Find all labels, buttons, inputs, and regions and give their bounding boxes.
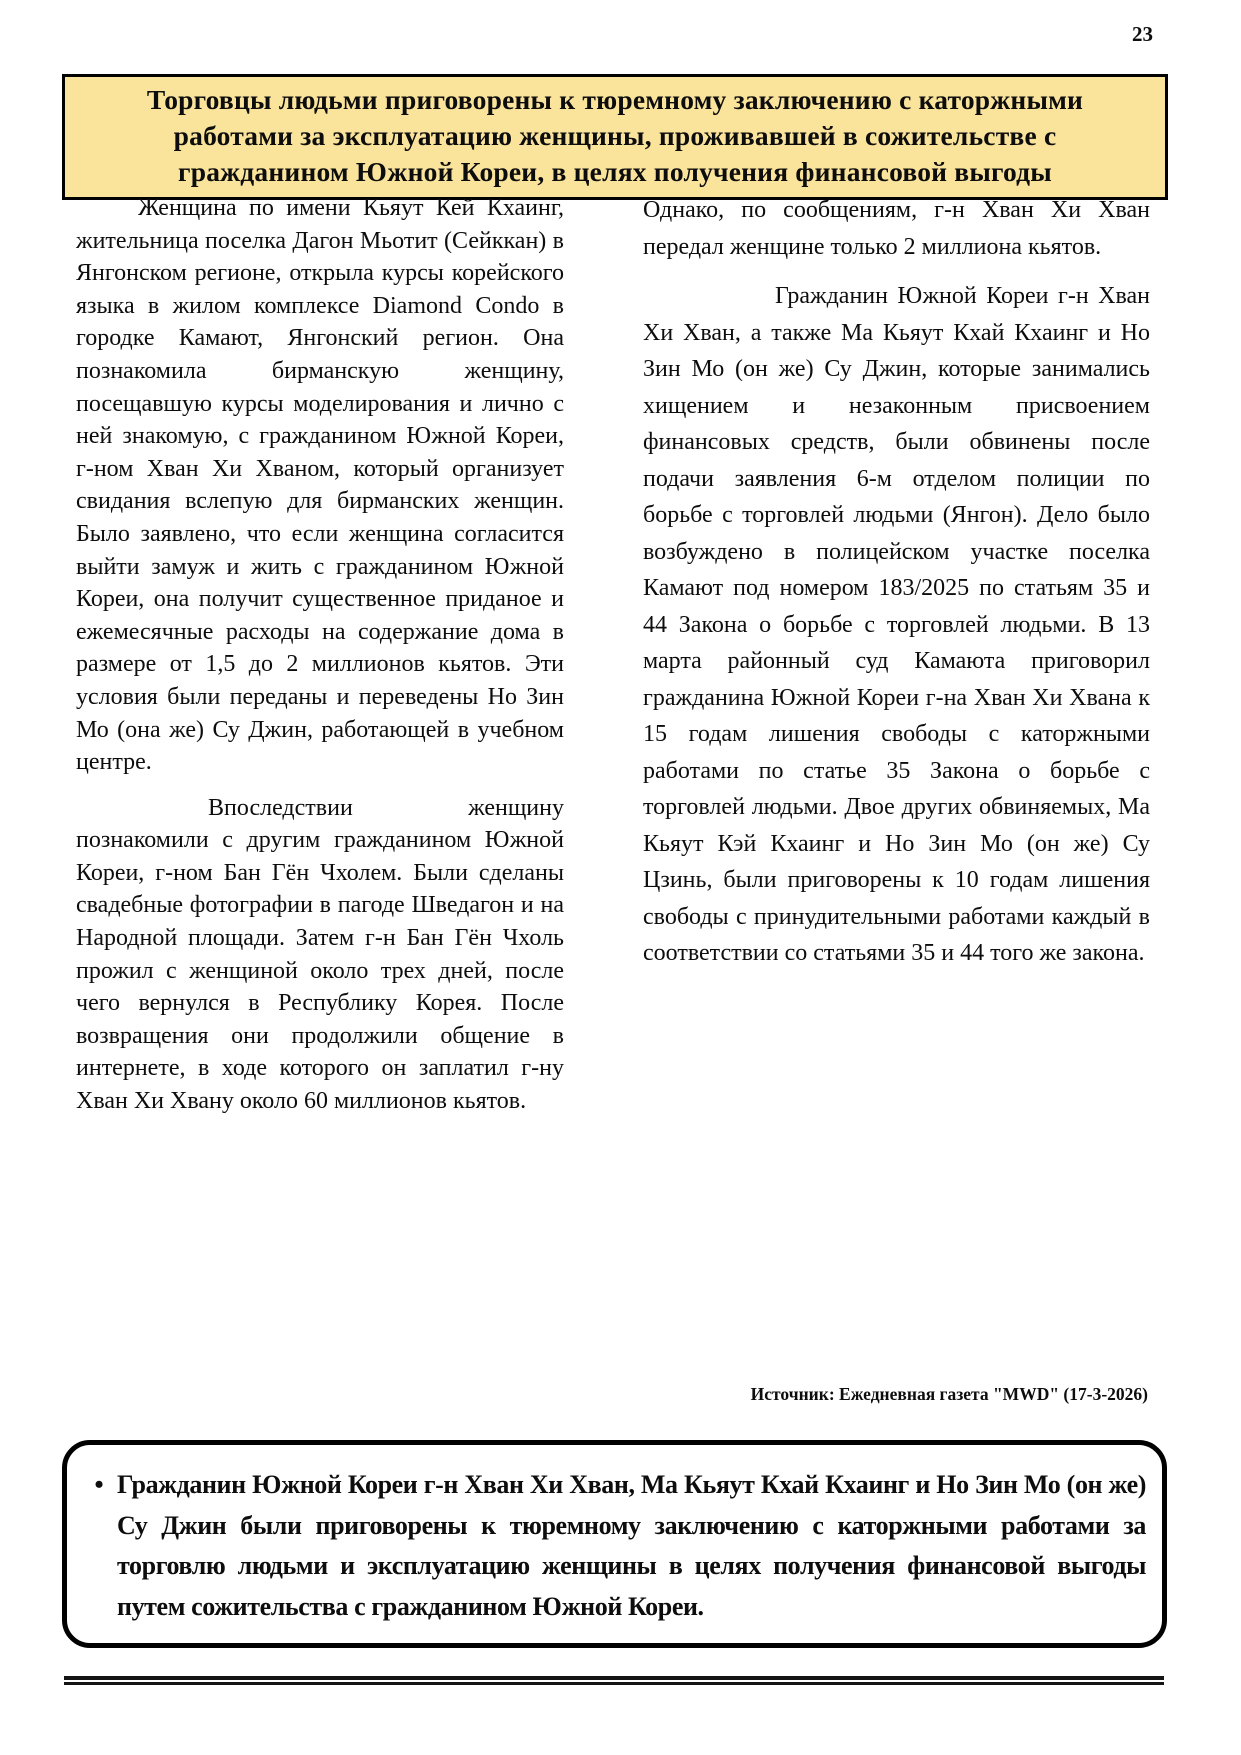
left-column-paragraph-1: Женщина по имени Кьяут Кей Кхаинг, жительница поселка Дагон Мьотит (Сейккан) в Янгонском регионе, открыла курсы корейского языка в жилом комплексе Diamond Condo в городке Камают, Янгонский регион. Она познакомила бирманскую женщину, посещавшую курсы моделирования и лично с ней знакомую, с гражданином Южной Кореи, г-ном Хван Хи Хваном, который организует свидания вслепую для бирманских женщин. Было заявлено, что если женщина согласится выйти замуж и жить с гражданином Южной Кореи, она получит существенное приданое и ежемесячные расходы на содержание дома в размере от 1,5 до 2 миллионов кьятов. Эти условия были переданы и переведены Но Зин Мо (она же) Су Джин, работающей в учебном центре.	[76, 195, 564, 776]
bottom-double-rule	[64, 1676, 1164, 1685]
right-column-paragraph-2: Гражданин Южной Кореи г-н Хван Хи Хван, а также Ма Кьяут Кхай Кхаинг и Но Зин Мо (он же) Су Джин, которые занимались хищением и незаконным присвоением финансовых средств, были обвинены после подачи заявления 6-м отделом полиции по борьбе с торговлей людьми (Янгон). Дело было возбуждено в полицейском участке поселка Камают под номером 183/2025 по статьям 35 и 44 Закона о борьбе с торговлей людьми. В 13 марта районный суд Камаюта приговорил гражданина Южной Кореи г-на Хван Хи Хвана к 15 годам лишения свободы с каторжными работами по статье 35 Закона о борьбе с торговлей людьми. Двое других обвиняемых, Ма Кьяут Кэй Кхаинг и Но Зин Мо (он же) Су Цзинь, были приговорены к 10 годам лишения свободы с принудительными работами каждый в соответствии со статьями 35 и 44 того же закона.	[643, 283, 1150, 966]
bullet-icon: •	[94, 1470, 104, 1499]
right-column-paragraph-1: Однако, по сообщениям, г-н Хван Хи Хван передал женщине только 2 миллиона кьятов.	[643, 197, 1150, 260]
page-number: 23	[1132, 22, 1153, 46]
headline-text: Торговцы людьми приговорены к тюремному заключению с каторжными работами за эксплуатацию женщины, проживавшей в сожительстве с гражданином Южной Кореи, в целях получения финансовой выгоды	[146, 84, 1084, 187]
article-right-column	[643, 192, 1150, 972]
summary-text: Гражданин Южной Кореи г-н Хван Хи Хван, Ма Кьяут Кхай Кхаинг и Но Зин Мо (он же) Су Джин были приговорены к тюремному заключению с каторжными работами за торговлю людьми и эксплуатацию женщины в целях получения финансовой выгоды путем сожительства с гражданином Южной Кореи.	[117, 1470, 1146, 1621]
summary-box	[62, 1440, 1167, 1648]
left-column-paragraph-2: Впоследствии женщину познакомили с другим гражданином Южной Кореи, г-ном Бан Гён Чхолем. Были сделаны свадебные фотографии в пагоде Шведагон и на Народной площади. Затем г-н Бан Гён Чхоль прожил с женщиной около трех дней, после чего вернулся в Республику Корея. После возвращения они продолжили общение в интернете, в ходе которого он заплатил г-ну Хван Хи Хвану около 60 миллионов кьятов.	[76, 794, 564, 1115]
headline-box	[62, 74, 1168, 200]
article-left-column	[76, 192, 564, 1118]
source-line: Источник: Ежедневная газета "MWD" (17-3-2026)	[750, 1384, 1148, 1404]
